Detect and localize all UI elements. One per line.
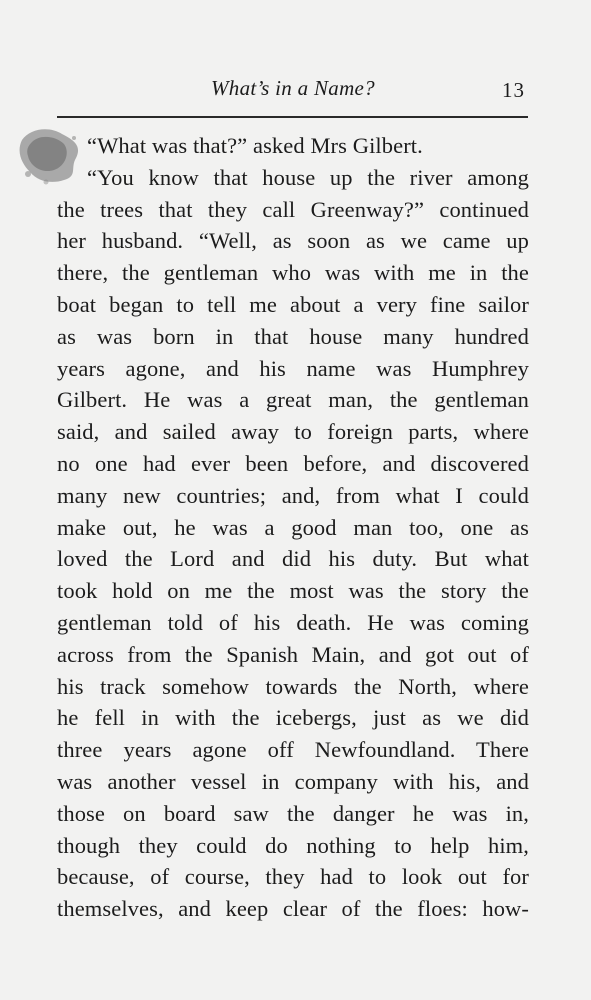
body-text [57, 130, 529, 925]
text-line: was another vessel in company with his, and [57, 768, 529, 794]
text-line: loved the Lord and did his duty. But what [57, 546, 529, 572]
text-line: Gilbert. He was a great man, the gentleman [57, 387, 529, 413]
page-number: 13 [502, 78, 525, 102]
text-line: themselves, and keep clear of the floes: how- [57, 896, 529, 922]
text-line: gentleman told of his death. He was coming [57, 609, 529, 635]
text-line: took hold on me the most was the story the [57, 578, 529, 604]
text-line: her husband. “Well, as soon as we came up [57, 228, 529, 254]
text-line: make out, he was a good man too, one as [57, 514, 529, 540]
text-line: boat began to tell me about a very fine sailor [57, 291, 529, 317]
running-title: What’s in a Name? [211, 76, 375, 100]
text-line: his track somehow towards the North, where [57, 673, 529, 699]
text-line: “You know that house up the river among [87, 164, 529, 190]
text-line: “What was that?” asked Mrs Gilbert. [87, 133, 423, 158]
running-head [57, 76, 529, 106]
text-line: the trees that they call Greenway?” continued [57, 196, 529, 222]
text-line: because, of course, they had to look out for [57, 864, 529, 890]
text-line: though they could do nothing to help him, [57, 832, 529, 858]
text-line: across from the Spanish Main, and got out of [57, 641, 529, 667]
text-line: those on board saw the danger he was in, [57, 800, 529, 826]
text-line: there, the gentleman who was with me in the [57, 260, 529, 286]
text-line: no one had ever been before, and discovered [57, 450, 529, 476]
text-line: said, and sailed away to foreign parts, where [57, 419, 529, 445]
text-line: he fell in with the icebergs, just as we did [57, 705, 529, 731]
text-line: as was born in that house many hundred [57, 323, 529, 349]
header-rule [57, 116, 528, 118]
text-line: many new countries; and, from what I could [57, 482, 529, 508]
text-line: years agone, and his name was Humphrey [57, 355, 529, 381]
text-line: three years agone off Newfoundland. There [57, 737, 529, 763]
